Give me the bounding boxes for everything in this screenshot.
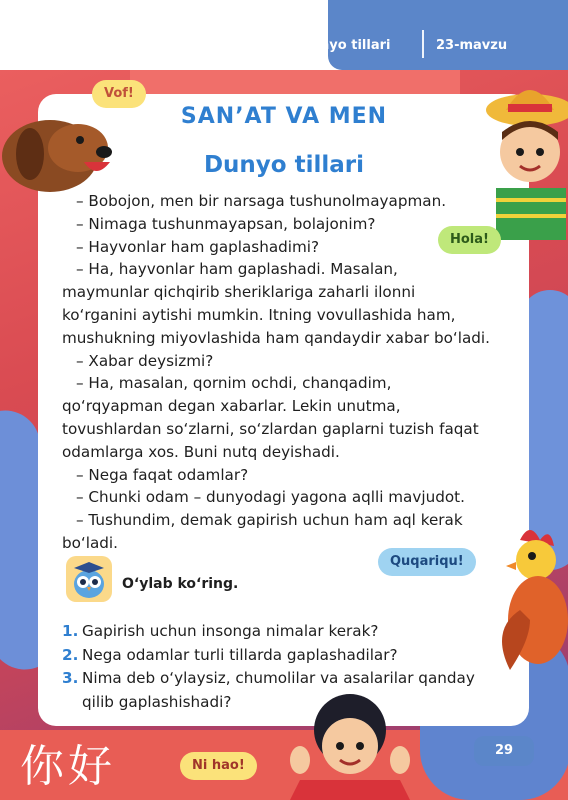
dialogue-line: – Nega faqat odamlar? <box>76 465 249 484</box>
dialogue-line: – Ha, hayvonlar ham gaplashadi. Masalan, <box>76 260 398 279</box>
dialogue-line: maymunlar qichqirib sheriklariga zaharli ilonni <box>62 283 416 302</box>
header-divider <box>422 30 424 58</box>
lesson-title: Dunyo tillari <box>203 152 365 178</box>
girl-illustration <box>260 690 440 800</box>
dialogue-line: – Hayvonlar ham gaplashadimi? <box>76 237 320 256</box>
dialogue-line: mushukning miyovlashida ham qandaydir xabar bo‘ladi. <box>62 328 490 347</box>
speech-bubble-girl: Ni hao! <box>180 752 257 780</box>
question-text: Nima deb o‘ylaysiz, chumolilar va asalarilar qanday <box>82 669 475 687</box>
question-text-continuation: qilib gaplashishadi? <box>82 692 232 711</box>
dialogue-line: ko‘rganini aytishi mumkin. Itning vovullashida ham, <box>62 305 456 324</box>
speech-bubble-dog: Vof! <box>92 80 146 108</box>
owl-icon <box>66 556 112 602</box>
dialogue-line: odamlarga xos. Buni nutq deyishadi. <box>62 442 340 461</box>
question-number: 2. <box>62 645 79 664</box>
question-item <box>62 644 522 668</box>
dialogue-line: bo‘ladi. <box>62 533 118 552</box>
dialogue-line: – Xabar deysizmi? <box>76 351 214 370</box>
dialogue-line: tovushlardan so‘zlarni, so‘zlardan gaplarni tuzish faqat <box>62 419 479 438</box>
dialogue-line: – Nimaga tushunmayapsan, bolajonim? <box>76 214 376 233</box>
rooster-illustration <box>480 520 568 690</box>
question-text: Gapirish uchun insonga nimalar kerak? <box>82 622 379 640</box>
header-tab <box>328 0 568 70</box>
page-number: 29 <box>474 736 534 766</box>
chinese-greeting-text: 你好 <box>20 741 116 792</box>
question-text: Nega odamlar turli tillarda gaplashadilar? <box>82 645 398 664</box>
header-topic-number: 23-mavzu <box>436 38 508 53</box>
section-heading: SAN’AT VA MEN <box>180 104 388 129</box>
speech-bubble-rooster: Quqariqu! <box>378 548 476 576</box>
page-header <box>0 0 568 72</box>
dialogue-line: – Chunki odam – dunyodagi yagona aqlli mavjudot. <box>76 488 465 507</box>
question-item <box>62 667 522 691</box>
question-item <box>62 620 522 644</box>
boy-sombrero-illustration <box>470 70 568 240</box>
speech-bubble-boy: Hola! <box>438 226 501 254</box>
question-number: 1. <box>62 622 79 640</box>
dialogue-line: – Bobojon, men bir narsaga tushunolmayapman. <box>76 192 447 210</box>
dog-illustration <box>0 96 120 206</box>
dialogue-line: – Tushundim, demak gapirish uchun ham aql kerak <box>76 511 463 530</box>
think-prompt-label: O‘ylab ko‘ring. <box>122 576 239 592</box>
dialogue-line: qo‘rqyapman degan xabarlar. Lekin unutma, <box>62 397 401 416</box>
dialogue-line: – Ha, masalan, qornim ochdi, chanqadim, <box>76 374 392 393</box>
header-title: Dunyo tillari <box>300 38 391 53</box>
question-number: 3. <box>62 669 79 687</box>
